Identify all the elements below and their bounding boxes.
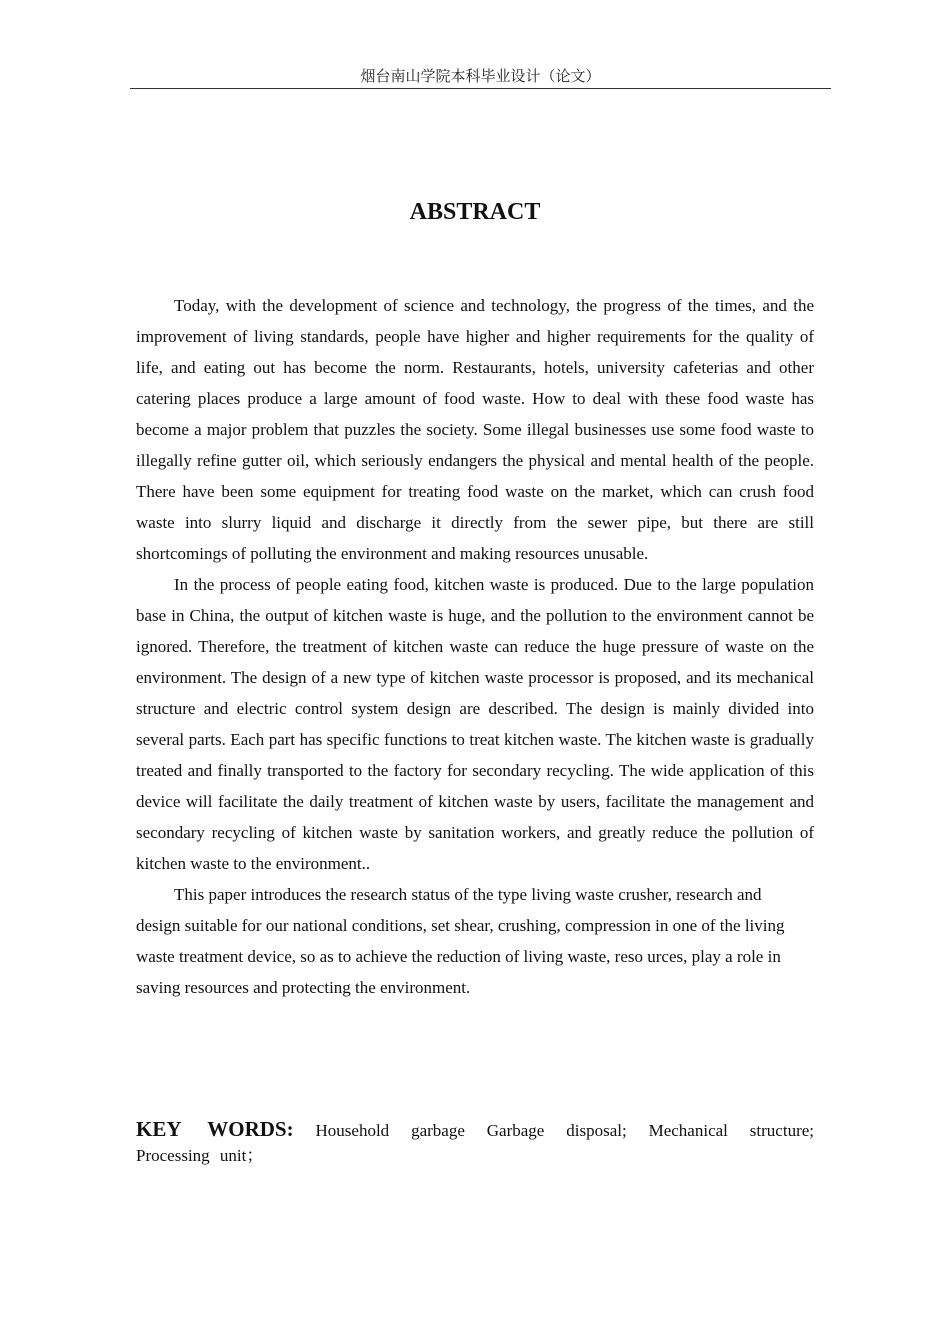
keywords-label: KEY WORDS: — [136, 1117, 294, 1141]
abstract-body — [136, 290, 814, 1003]
abstract-paragraph: In the process of people eating food, kitchen waste is produced. Due to the large population base in China, the output of kitchen waste is huge, and the pollution to the environment cannot be ignored. Therefore, the treatment of kitchen waste can reduce the huge pressure of waste on the environment. The design of a new type of kitchen waste processor is proposed, and its mechanical structure and electric control system design are described. The design is mainly divided into several parts. Each part has specific functions to treat kitchen waste. The kitchen waste is gradually treated and finally transported to the factory for secondary recycling. The wide application of this device will facilitate the daily treatment of kitchen waste by users, facilitate the management and secondary recycling of kitchen waste by sanitation workers, and greatly reduce the pollution of kitchen waste to the environment.. — [136, 575, 814, 873]
keywords-text: Household garbage Garbage disposal; Mechanical structure; Processing unit； — [136, 1121, 814, 1165]
abstract-title: ABSTRACT — [409, 199, 541, 225]
abstract-paragraph: This paper introduces the research status of the type living waste crusher, research and design suitable for our national conditions, set shear, crushing, compression in one of the living waste treatment device, so as to achieve the reduction of living waste, reso urces, play a role in saving resources and protecting the environment. — [136, 885, 785, 997]
running-header — [130, 66, 831, 89]
running-header-title: 烟台南山学院本科毕业设计（论文） — [360, 67, 601, 85]
keywords-section — [136, 1117, 814, 1168]
abstract-paragraph: Today, with the development of science and technology, the progress of the times, and the improvement of living standards, people have higher and higher requirements for the quality of life, and eating out has become the norm. Restaurants, hotels, university cafeterias and other catering places produce a large amount of food waste. How to deal with these food waste has become a major problem that puzzles the society. Some illegal businesses use some food waste to illegally refine gutter oil, which seriously endangers the physical and mental health of the people. There have been some equipment for treating food waste on the market, which can crush food waste into slurry liquid and discharge it directly from the sewer pipe, but there are still shortcomings of polluting the environment and making resources unusable. — [136, 296, 814, 563]
